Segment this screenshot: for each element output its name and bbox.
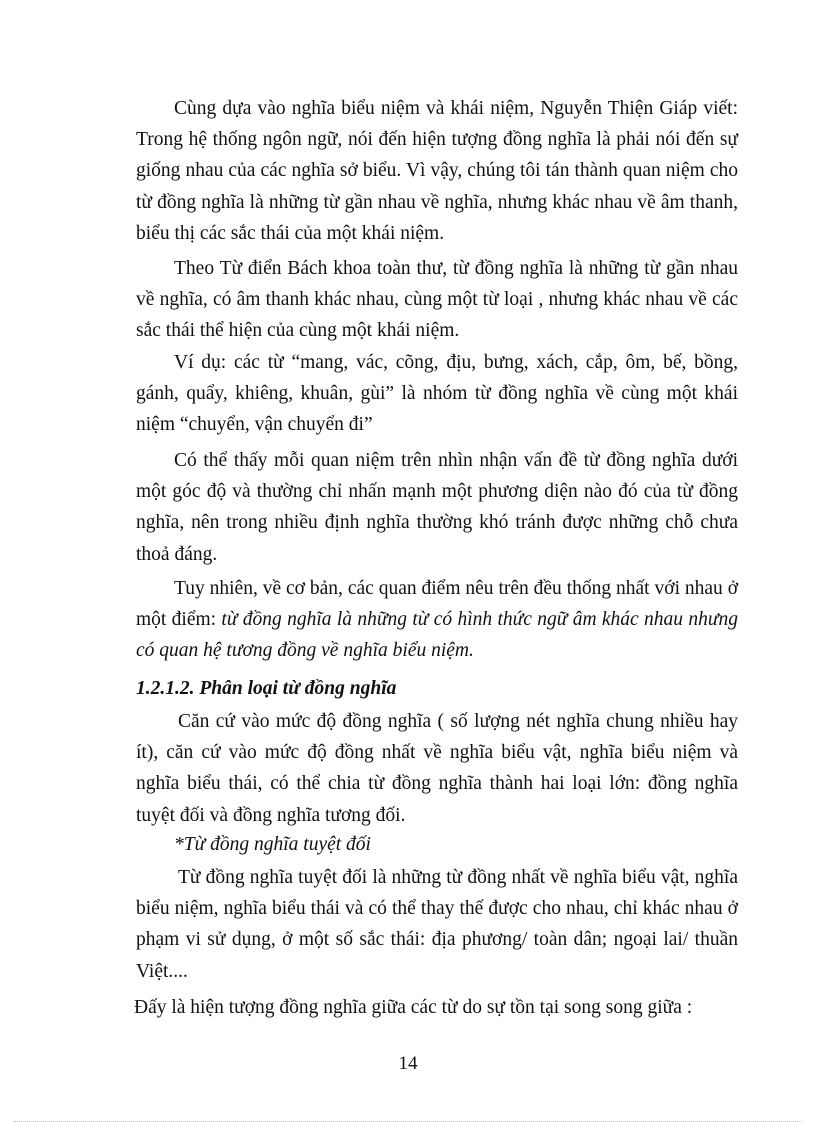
paragraph-classification-basis: Căn cứ vào mức độ đồng nghĩa ( số lượng nét nghĩa chung nhiều hay ít), căn cứ vào mức độ đồng nhất về nghĩa biểu vật, nghĩa biểu niệm và nghĩa biểu thái, có thể chia từ đồng nghĩa thành hai loại lớn: đồng nghĩa tuyệt đối và đồng nghĩa tương đối.	[136, 711, 738, 826]
page-bottom-divider	[14, 1121, 802, 1122]
paragraph-observation: Có thể thấy mỗi quan niệm trên nhìn nhận vấn đề từ đồng nghĩa dưới một góc độ và thường chỉ nhấn mạnh một phương diện nào đó của từ đồng nghĩa, nên trong nhiều định nghĩa thường khó tránh được những chỗ chưa thoả đáng.	[136, 450, 738, 565]
paragraph-trailing-line: Đấy là hiện tượng đồng nghĩa giữa các từ do sự tồn tại song song giữa :	[134, 997, 693, 1018]
page-number: 14	[398, 1053, 418, 1074]
section-heading: 1.2.1.2. Phân loại từ đồng nghĩa	[136, 678, 397, 699]
paragraph-encyclopedia-definition: Theo Từ điển Bách khoa toàn thư, từ đồng nghĩa là những từ gần nhau về nghĩa, có âm thanh khác nhau, cùng một từ loại , nhưng khác nhau về các sắc thái thể hiện của cùng một khái niệm.	[136, 258, 738, 342]
paragraph-absolute-synonyms: Từ đồng nghĩa tuyệt đối là những từ đồng nhất về nghĩa biểu vật, nghĩa biểu niệm, nghĩa biểu thái và có thể thay thế được cho nhau, chỉ khác nhau ở phạm vi sử dụng, ở một số sắc thái: địa phương/ toàn dân; ngoại lai/ thuần Việt....	[136, 867, 738, 982]
conclusion-lead-text: Tuy nhiên, về cơ bản, các quan điểm nêu trên đều thống nhất với nhau ở một điểm:	[136, 578, 738, 631]
paragraph-example: Ví dụ: các từ “mang, vác, cõng, địu, bưng, xách, cắp, ôm, bế, bồng, gánh, quẩy, khiêng, khuân, gùi” là nhóm từ đồng nghĩa về cùng một khái niệm “chuyển, vận chuyển đi”	[136, 352, 738, 436]
conclusion-italic-definition: từ đồng nghĩa là những từ có hình thức ngữ âm khác nhau nhưng có quan hệ tương đồng về nghĩa biểu niệm.	[136, 609, 738, 662]
paragraph-definition-nguyen-thien-giap: Cùng dựa vào nghĩa biểu niệm và khái niệm, Nguyễn Thiện Giáp viết: Trong hệ thống ngôn ngữ, nói đến hiện tượng đồng nghĩa là phải nói đến sự giống nhau của các nghĩa sở biểu. Vì vậy, chúng tôi tán thành quan niệm cho từ đồng nghĩa là những từ gần nhau về nghĩa, nhưng khác nhau về âm thanh, biểu thị các sắc thái của một khái niệm.	[136, 98, 738, 244]
subheading-absolute-synonyms: *Từ đồng nghĩa tuyệt đối	[174, 834, 371, 855]
paragraph-conclusion	[136, 573, 738, 667]
